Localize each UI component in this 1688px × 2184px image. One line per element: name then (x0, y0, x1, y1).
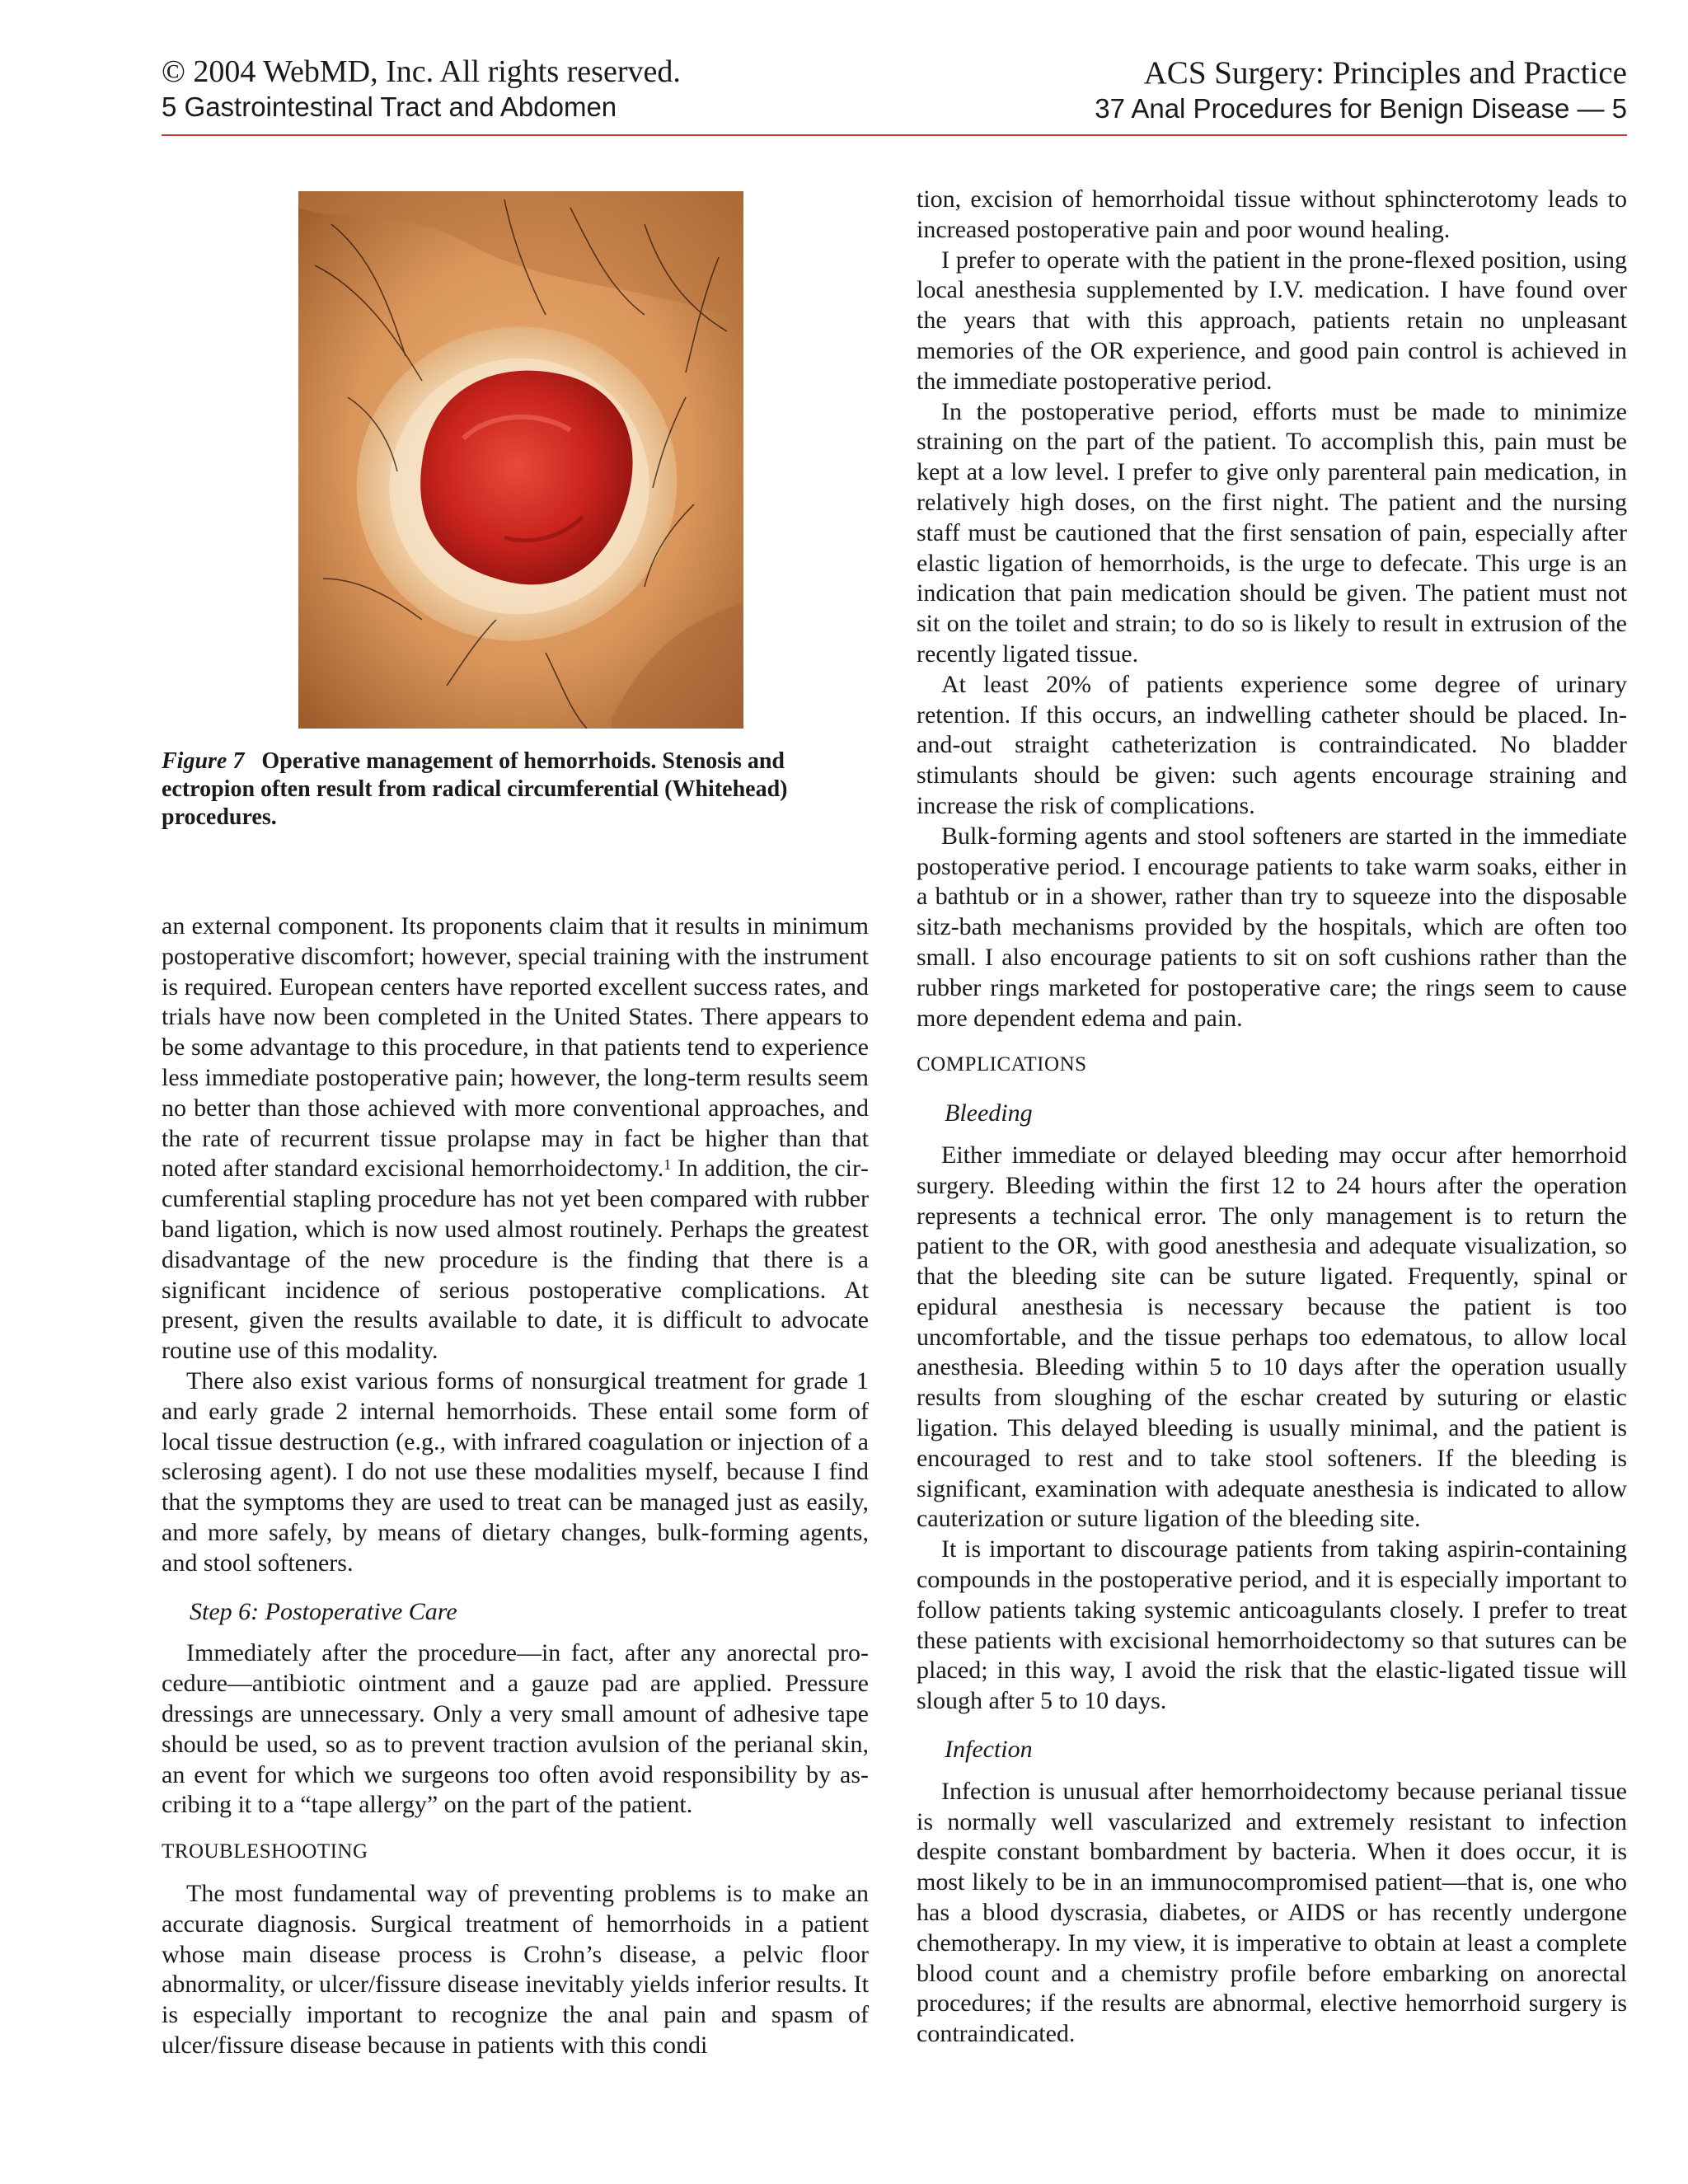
book-title: ACS Surgery: Principles and Practice (1143, 55, 1627, 91)
section-title: 5 Gastrointestinal Tract and Abdomen (162, 91, 617, 122)
subsection-heading: Step 6: Postoperative Care (190, 1597, 457, 1625)
figure-photo (298, 191, 743, 729)
paragraph-text: In addition, the circumferential stapling procedure has not yet been compared with rubber band ligation, which is now used almost routinely. Perhaps the greatest disadvantage of the new procedure is the finding that there is a significant incidence of serious postoperative complications. At present, given the results available to date, it is difficult to advocate routine use of this modality. (162, 1155, 869, 1365)
paragraph-text: an external component. Its proponents claim that it results in minimum postoperative discomfort; however, special training with the instrument is required. European centers have reported excellent success rates, and trials have now been completed in the United States. There appears to be some advantage to this procedure, in that patients tend to experience less immediate postoperative pain; however, the long-term results seem no better than those achieved with more conventional approaches, and the rate of recurrent tissue prolapse may in fact be higher than that noted after standard excisional hemorrhoidectomy. (162, 912, 869, 1183)
right-column (917, 185, 1627, 2050)
section-heading: COMPLICATIONS (917, 1053, 1087, 1076)
paragraph: There also exist various forms of nonsurgical treatment for grade 1 and early grade 2 internal hemorrhoids. These entail some form of local tissue destruction (e.g., with infrared coagulation or injection of a sclerosing agent). I do not use these modalities myself, because I find that the symptoms they are used to treat can be managed just as easily, and more safely, by means of dietary changes, bulk-forming agents, and stool softeners. (162, 1366, 869, 1577)
figure-label: Figure 7 (162, 748, 245, 774)
paragraph: I prefer to operate with the patient in the prone-flexed position, using local anesthesia supplemented by I.V. medication. I have found over the years that with this approach, patients retain no unpleasant memories of the OR experience, and good pain control is achieved in the immediate postoperative period. (917, 246, 1627, 395)
paragraph: Immediately after the procedure—in fact, after any anorectal procedure—antibiotic ointment and a gauze pad are applied. Pressure dressings are unnecessary. Only a very small amount of adhesive tape should be used, so as to prevent traction avulsion of the perianal skin, an event for which we surgeons too often avoid responsibility by ascribing it to a “tape allergy” on the part of the patient. (162, 1639, 869, 1819)
chapter-title: 37 Anal Procedures for Benign Disease — 5 (1095, 93, 1627, 124)
figure-caption-text: Operative management of hemorrhoids. Stenosis and ectropion often result from radical circumferential (Whitehead) procedures. (162, 748, 788, 830)
figure-caption (162, 748, 877, 832)
paragraph: Infection is unusual after hemorrhoidectomy because perianal tissue is normally well vascularized and extremely resistant to infection despite constant bombardment by bacteria. When it does occur, it is most likely to be in an immunocompromised patient—that is, one who has a blood dyscrasia, diabetes, or AIDS or has recently undergone chemotherapy. In my view, it is imperative to obtain at least a complete blood count and a chemistry profile before embarking on anorectal procedures; if the results are abnormal, elective hemorrhoid surgery is contraindicated. (917, 1777, 1627, 2048)
copyright-line: © 2004 WebMD, Inc. All rights reserved. (162, 54, 681, 89)
paragraph: The most fundamental way of preventing problems is to make an accurate diagnosis. Surgical treatment of hemorrhoids in a patient whose main disease process is Crohn’s disease, a pelvic floor abnormality, or ulcer/fissure disease inevitably yields inferior results. It is especially important to recognize the anal pain and spasm of ulcer/fissure disease because in patients with this condi (162, 1879, 869, 2059)
left-column (162, 912, 869, 2061)
subsection-heading: Bleeding (945, 1099, 1033, 1127)
paragraph (162, 912, 869, 1366)
paragraph: Either immediate or delayed bleeding may occur after hemorrhoid surgery. Bleeding within the first 12 to 24 hours after the operation represents a technical error. The only management is to return the patient to the OR, with good anesthesia and adequate visualization, so that the bleeding site can be suture ligated. Frequently, spinal or epidural anesthesia is necessary because the patient is too uncomfortable, and the tissue perhaps too edematous, to allow local anesthesia. Bleeding within 5 to 10 days after the operation usually results from sloughing of the eschar created by suturing or elastic ligation. This delayed bleeding is usually minimal, and the patient is encouraged to rest and to take stool softeners. If the bleeding is significant, examination with adequate anesthesia is indicated to allow cauterization or suture ligation of the bleeding site. (917, 1141, 1627, 1533)
paragraph: At least 20% of patients experience some degree of urinary retention. If this occurs, an indwelling catheter should be placed. In-and-out straight catheterization is contraindicated. No bladder stimulants should be given: such agents encourage straining and increase the risk of complications. (917, 670, 1627, 819)
paragraph: In the postoperative period, efforts must be made to minimize straining on the part of the patient. To accomplish this, pain must be kept at a low level. I prefer to give only parenteral pain medication, in relatively high doses, on the first night. The patient and the nursing staff must be cautioned that the first sensation of pain, especially after elastic ligation of hemorrhoids, is the urge to defecate. This urge is an indication that pain medication should be given. The patient must not sit on the toilet and strain; to do so is likely to result in extrusion of the recently ligated tissue. (917, 397, 1627, 668)
header-rule (162, 134, 1627, 136)
paragraph: It is important to discourage patients from taking aspirin-containing compounds in the postoperative period, and it is especially important to follow patients taking systemic anticoagulants closely. I prefer to treat these patients with excisional hemorrhoidectomy so that sutures can be placed; in this way, I avoid the risk that the elastic-ligated tissue will slough after 5 to 10 days. (917, 1535, 1627, 1715)
paragraph: Bulk-forming agents and stool softeners are started in the immediate postoperative period. I encourage patients to take warm soaks, either in a bathtub or in a shower, rather than try to squeeze into the disposable sitz-bath mechanisms provided by the hospitals, which are often too small. I also encourage patients to sit on soft cushions rather than the rubber rings marketed for postoperative care; the rings seem to cause more dependent edema and pain. (917, 822, 1627, 1032)
reference-marker: 1 (663, 1156, 672, 1174)
subsection-heading: Infection (945, 1736, 1033, 1764)
section-heading: TROUBLESHOOTING (162, 1840, 368, 1863)
paragraph: tion, excision of hemorrhoidal tissue without sphincterotomy leads to increased postoperative pain and poor wound healing. (917, 185, 1627, 243)
